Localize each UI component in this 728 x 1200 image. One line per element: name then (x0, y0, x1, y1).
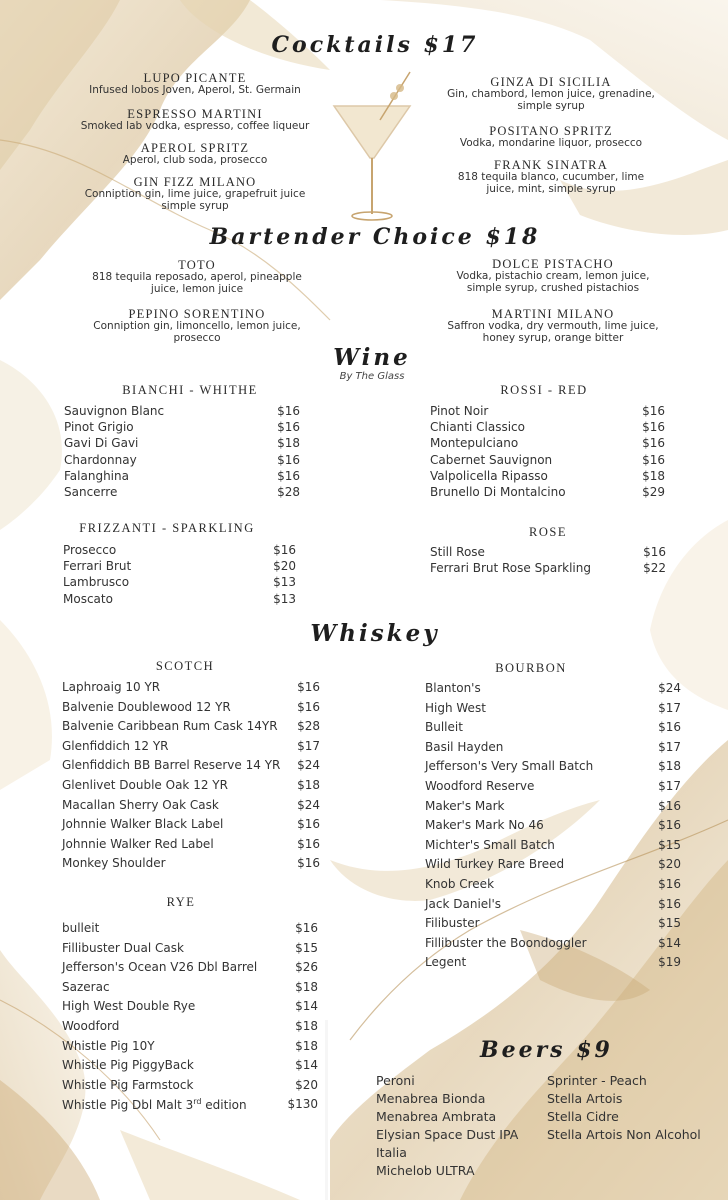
menu-item (430, 545, 666, 561)
rose-list (430, 545, 666, 577)
menu-item (425, 838, 681, 858)
cocktail-desc: Vodka, pistachio cream, lemon juice, simple syrup, crushed pistachios (456, 270, 650, 294)
item-name: Johnnie Walker Black Label (62, 817, 224, 832)
item-name: Pinot Noir (430, 404, 489, 418)
item-price: $17 (658, 778, 681, 793)
item-price: $130 (287, 1097, 318, 1112)
item-price: $13 (273, 591, 296, 606)
item-price: $16 (277, 420, 300, 435)
cocktail-desc: Infused lobos Joven, Aperol, St. Germain (89, 84, 301, 96)
cocktail-martini-milano (438, 308, 668, 344)
item-price: $16 (658, 896, 681, 911)
item-name: bulleit (62, 921, 100, 935)
menu-item (430, 420, 665, 436)
item-price: $18 (658, 759, 681, 774)
menu-item (425, 779, 681, 799)
menu-item (425, 818, 681, 838)
menu-item (425, 720, 681, 740)
item-price: $17 (658, 700, 681, 715)
item-price: $16 (658, 876, 681, 891)
cocktail-desc: 818 tequila reposado, aperol, pineapple juice, lemon juice (92, 271, 302, 295)
cocktail-name: APEROL SPRITZ (140, 141, 250, 155)
item-name: Sauvignon Blanc (64, 404, 165, 418)
item-name: Woodford (62, 1018, 120, 1033)
item-name: Lambrusco (63, 575, 130, 590)
item-name: Cabernet Sauvignon (430, 452, 553, 467)
item-price: $14 (295, 999, 318, 1014)
item-name: Legent (425, 955, 467, 970)
beers-right-list (547, 1072, 727, 1144)
bartender-title: Bartender Choice $18 (209, 224, 541, 250)
menu-item (430, 436, 665, 452)
menu-item (62, 758, 320, 778)
cocktail-name: ESPRESSO MARTINI (127, 107, 263, 121)
menu-item (430, 561, 666, 577)
item-name: Glenfiddich BB Barrel Reserve 14 YR (62, 758, 281, 773)
item-price: $26 (295, 960, 318, 975)
bianchi-list (64, 404, 300, 501)
whiskey-title: Whiskey (310, 620, 440, 647)
menu-item (62, 856, 320, 876)
item-price: $18 (295, 1018, 318, 1033)
menu-item (63, 559, 296, 575)
martini-glass-icon (332, 66, 412, 226)
menu-item (62, 980, 318, 1000)
item-name: Maker's Mark (425, 798, 505, 813)
item-price: $18 (295, 979, 318, 994)
item-price: $15 (658, 837, 681, 852)
item-name: Johnnie Walker Red Label (62, 836, 214, 851)
cocktail-aperol-spritz (80, 142, 310, 167)
beer-item: Menabrea Ambrata (376, 1109, 497, 1124)
item-price: $19 (658, 955, 681, 970)
item-name: Balvenie Caribbean Rum Cask 14YR (62, 719, 278, 734)
menu-item (62, 941, 318, 961)
cocktail-name: FRANK SINATRA (494, 158, 608, 172)
cocktail-desc: Smoked lab vodka, espresso, coffee liqueur (80, 120, 310, 132)
menu-item (62, 778, 320, 798)
item-name: Chardonnay (64, 452, 137, 467)
menu-item (62, 1019, 318, 1039)
item-name: Filibuster (425, 916, 480, 931)
cocktail-dolce-pistacho (448, 258, 658, 294)
rossi-heading: ROSSI - RED (500, 383, 588, 397)
menu-item (64, 436, 300, 452)
item-name: Whistle Pig 10Y (62, 1038, 155, 1053)
item-price: $16 (273, 543, 296, 557)
item-price: $20 (273, 559, 296, 574)
item-price: $13 (273, 575, 296, 590)
menu-item (62, 817, 320, 837)
menu-item (64, 404, 300, 420)
menu-item (64, 469, 300, 485)
item-price: $16 (658, 720, 681, 735)
item-price: $17 (297, 738, 320, 753)
item-name: Valpolicella Ripasso (430, 468, 548, 483)
cocktail-name: PEPINO SORENTINO (128, 307, 266, 321)
cocktail-name: GIN FIZZ MILANO (133, 175, 257, 189)
item-price: $16 (277, 404, 300, 418)
menu-item (62, 921, 318, 941)
item-price: $16 (642, 420, 665, 435)
item-price: $20 (295, 1077, 318, 1092)
beer-item: Stella Artois (547, 1091, 623, 1106)
menu-item (425, 955, 681, 975)
cocktail-name: DOLCE PISTACHO (492, 257, 614, 271)
item-price: $24 (297, 758, 320, 773)
menu-item (62, 719, 320, 739)
scotch-heading: SCOTCH (155, 659, 215, 673)
item-name: Chianti Classico (430, 420, 525, 435)
cocktail-name: GINZA DI SICILIA (490, 75, 612, 89)
item-name: Ferrari Brut Rose Sparkling (430, 561, 591, 576)
cocktail-desc: Vodka, mondarine liquor, prosecco (459, 137, 643, 149)
item-name: Wild Turkey Rare Breed (425, 857, 565, 872)
cocktails-title: Cocktails $17 (271, 32, 479, 58)
beer-item: Italia (376, 1145, 407, 1160)
item-price: $16 (277, 452, 300, 467)
cocktail-positano-spritz (438, 125, 664, 150)
frizzanti-list (63, 543, 296, 608)
beer-item: Stella Cidre (547, 1109, 619, 1124)
item-price: $15 (295, 940, 318, 955)
item-name: Sazerac (62, 979, 110, 994)
item-name: Sancerre (64, 484, 118, 499)
item-price: $16 (642, 404, 665, 418)
wine-subtitle: By The Glass (339, 371, 405, 382)
item-name: Prosecco (63, 543, 117, 557)
menu-item (62, 1078, 318, 1098)
cocktail-desc: Conniption gin, limoncello, lemon juice, prosecco (93, 320, 301, 344)
beer-item: Menabrea Bionda (376, 1091, 486, 1106)
item-name: Maker's Mark No 46 (425, 818, 544, 833)
rose-heading: ROSE (529, 525, 567, 539)
item-price: $14 (295, 1058, 318, 1073)
bourbon-heading: BOURBON (495, 661, 567, 675)
item-price: $18 (295, 1038, 318, 1053)
item-price: $17 (658, 739, 681, 754)
item-price: $16 (297, 817, 320, 832)
menu-item (64, 485, 300, 501)
item-name: Jefferson's Ocean V26 Dbl Barrel (62, 960, 258, 975)
item-price: $16 (295, 921, 318, 935)
beer-item: Michelob ULTRA (376, 1163, 475, 1178)
item-name: Glenfiddich 12 YR (62, 738, 169, 753)
cocktail-name: TOTO (178, 258, 216, 272)
cocktail-toto (82, 259, 312, 295)
menu-item (425, 681, 681, 701)
beer-item: Elysian Space Dust IPA (376, 1127, 519, 1142)
item-name: Jefferson's Very Small Batch (425, 759, 594, 774)
scotch-list (62, 680, 320, 876)
item-price: $16 (297, 680, 320, 694)
item-price: $29 (642, 484, 665, 499)
item-name: Moscato (63, 591, 113, 606)
menu-item (63, 592, 296, 608)
item-price: $16 (643, 545, 666, 559)
menu-item (62, 1058, 318, 1078)
menu-item (62, 1039, 318, 1059)
menu-item (64, 453, 300, 469)
frizzanti-heading: FRIZZANTI - SPARKLING (79, 521, 255, 535)
menu-item (425, 799, 681, 819)
item-price: $16 (642, 436, 665, 451)
menu-item (430, 469, 665, 485)
cocktail-espresso-martini (80, 108, 310, 133)
cocktail-name: LUPO PICANTE (143, 71, 247, 85)
beers-left-list (376, 1072, 546, 1180)
menu-item (62, 960, 318, 980)
menu-item (62, 837, 320, 857)
item-price: $16 (297, 699, 320, 714)
beers-title: Beers $9 (480, 1037, 613, 1063)
menu-item (62, 700, 320, 720)
menu-item (425, 740, 681, 760)
bianchi-heading: BIANCHI - WHITHE (122, 383, 258, 397)
beer-item: Peroni (376, 1073, 415, 1088)
menu-item (64, 420, 300, 436)
cocktail-name: POSITANO SPRITZ (489, 124, 613, 138)
cocktail-desc: 818 tequila blanco, cucumber, lime juice, mint, simple syrup (457, 171, 645, 195)
menu-item (62, 739, 320, 759)
item-price: $16 (297, 836, 320, 851)
item-name: Blanton's (425, 681, 481, 695)
cocktail-lupo-picante (80, 72, 310, 97)
item-name: Balvenie Doublewood 12 YR (62, 699, 231, 714)
menu-item (425, 916, 681, 936)
item-name: Fillibuster the Boondoggler (425, 935, 587, 950)
item-name: High West (425, 700, 486, 715)
item-name: Whistle Pig PiggyBack (62, 1058, 194, 1073)
item-name: Michter's Small Batch (425, 837, 555, 852)
menu-item (62, 680, 320, 700)
menu-item (62, 999, 318, 1019)
item-price: $24 (297, 797, 320, 812)
item-name: Whistle Pig Dbl Malt 3rd edition (62, 1097, 247, 1113)
item-price: $15 (658, 916, 681, 931)
item-name: Falanghina (64, 468, 129, 483)
cocktail-desc: Saffron vodka, dry vermouth, lime juice, honey syrup, orange bitter (447, 320, 659, 344)
item-name: Brunello Di Montalcino (430, 484, 566, 499)
menu-item (62, 1097, 318, 1117)
cocktail-ginza-di-sicilia (438, 76, 664, 112)
menu-item (430, 404, 665, 420)
item-name: Basil Hayden (425, 739, 504, 754)
item-name: Montepulciano (430, 436, 519, 451)
item-name: Jack Daniel's (425, 896, 502, 911)
cocktail-pepino-sorentino (82, 308, 312, 344)
item-price: $16 (658, 818, 681, 833)
menu-item (425, 759, 681, 779)
rye-list (62, 921, 318, 1117)
item-price: $16 (297, 856, 320, 871)
item-name: High West Double Rye (62, 999, 196, 1014)
menu-item (425, 936, 681, 956)
beer-item: Stella Artois Non Alcohol (547, 1127, 701, 1142)
item-price: $16 (658, 798, 681, 813)
item-price: $24 (658, 681, 681, 695)
menu-item (63, 575, 296, 591)
item-price: $18 (642, 468, 665, 483)
rossi-list (430, 404, 665, 501)
item-name: Woodford Reserve (425, 778, 535, 793)
cocktail-desc: Conniption gin, lime juice, grapefruit juice simple syrup (84, 188, 306, 212)
item-name: Glenlivet Double Oak 12 YR (62, 777, 228, 792)
item-price: $18 (277, 436, 300, 451)
item-name: Bulleit (425, 720, 463, 735)
item-price: $14 (658, 935, 681, 950)
rye-heading: RYE (166, 895, 196, 909)
menu-item (430, 453, 665, 469)
item-name: Still Rose (430, 545, 485, 559)
item-name: Whistle Pig Farmstock (62, 1077, 194, 1092)
menu-item (425, 897, 681, 917)
item-price: $28 (297, 719, 320, 734)
cocktail-desc: Gin, chambord, lemon juice, grenadine, simple syrup (447, 88, 655, 112)
cocktail-desc: Aperol, club soda, prosecco (122, 154, 268, 166)
item-price: $20 (658, 857, 681, 872)
item-price: $18 (297, 777, 320, 792)
item-name: Knob Creek (425, 876, 495, 891)
menu-item (62, 798, 320, 818)
item-name: Monkey Shoulder (62, 856, 166, 871)
item-name: Fillibuster Dual Cask (62, 940, 184, 955)
menu-item (425, 857, 681, 877)
cocktail-frank-sinatra (448, 159, 654, 195)
menu-item (430, 485, 665, 501)
item-name: Ferrari Brut (63, 559, 132, 574)
item-name: Macallan Sherry Oak Cask (62, 797, 219, 812)
item-name: Gavi Di Gavi (64, 436, 139, 451)
menu-item (425, 877, 681, 897)
item-price: $16 (277, 468, 300, 483)
item-name: Pinot Grigio (64, 420, 134, 435)
menu-item (63, 543, 296, 559)
wine-title: Wine (333, 344, 411, 371)
item-price: $28 (277, 484, 300, 499)
item-name: Laphroaig 10 YR (62, 680, 161, 694)
menu-item (425, 701, 681, 721)
cocktail-gin-fizz-milano (80, 176, 310, 212)
item-price: $22 (643, 561, 666, 576)
item-price: $16 (642, 452, 665, 467)
bourbon-list (425, 681, 681, 975)
cocktail-name: MARTINI MILANO (491, 307, 615, 321)
beer-item: Sprinter - Peach (547, 1073, 647, 1088)
